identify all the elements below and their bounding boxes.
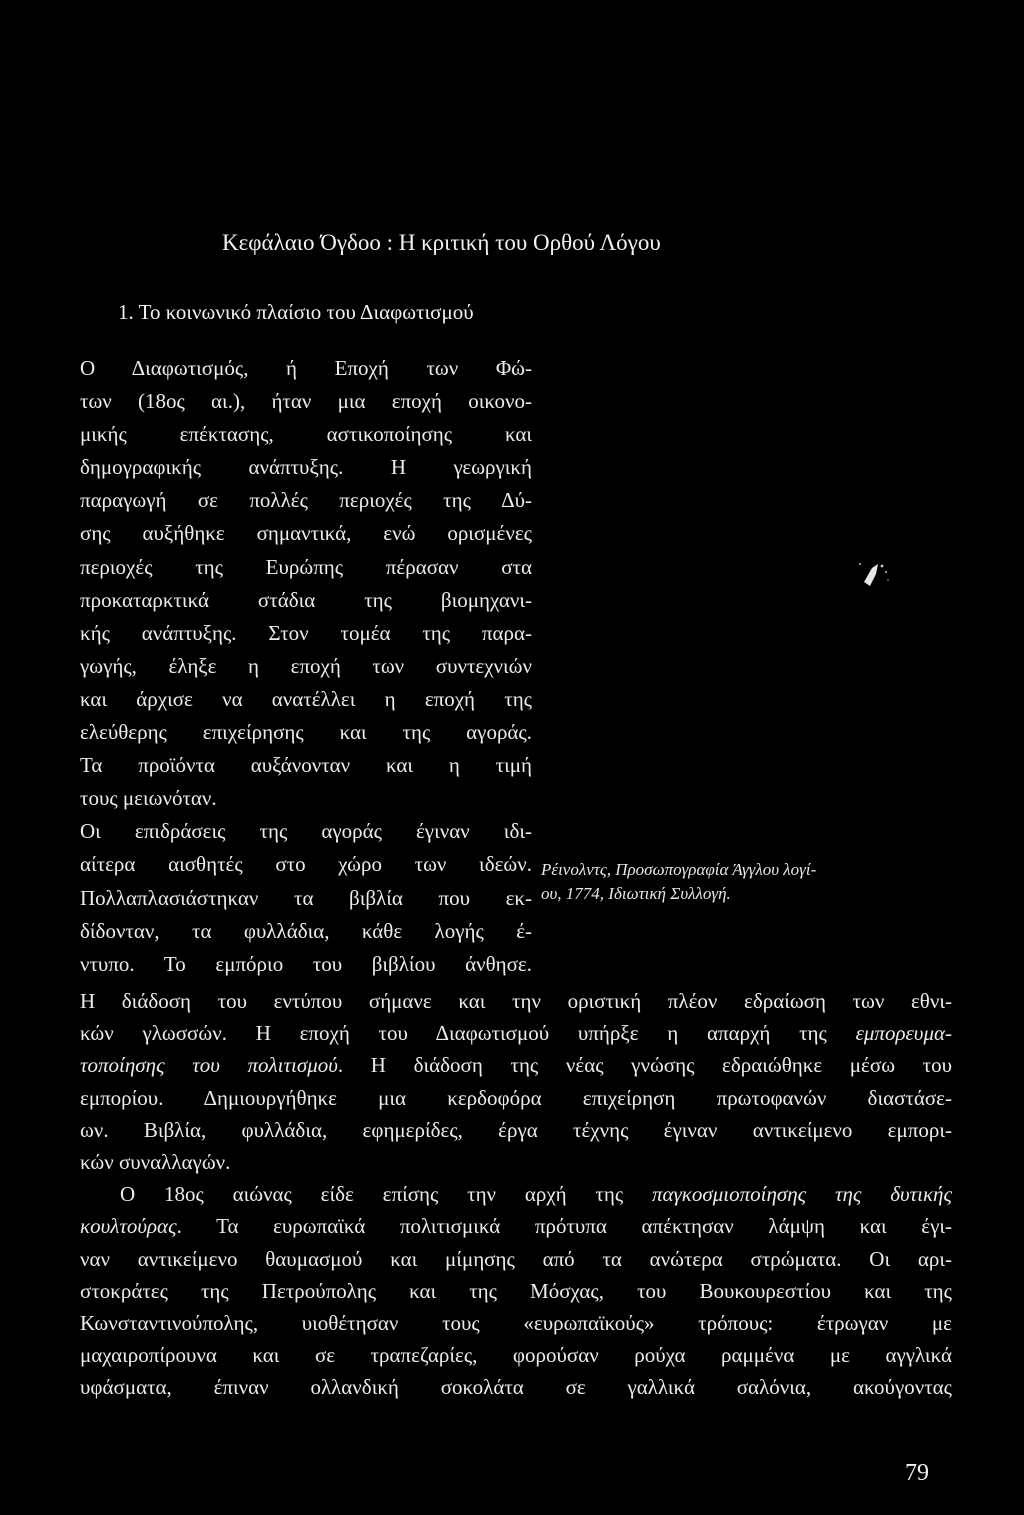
text-line: μαχαιροπίρουνα και σε τραπεζαρίες, φορούσαν ρούχα ραμμένα με αγγλικά	[80, 1343, 952, 1368]
text-line: δημογραφικής ανάπτυξης. Η γεωργική	[80, 455, 532, 480]
text-line: κής ανάπτυξης. Στον τομέα της παρα-	[80, 620, 532, 645]
text-line: Πολλαπλασιάστηκαν τα βιβλία που εκ-	[80, 885, 532, 910]
chapter-title: Κεφάλαιο Όγδοο : Η κριτική του Ορθού Λόγου	[222, 230, 661, 255]
emphasis: παγκοσμιοποίησης της δυτικής	[651, 1182, 952, 1207]
text-line: σης αυξήθηκε σημαντικά, ενώ ορισμένες	[80, 521, 532, 546]
text-line: εμπορίου. Δημιουργήθηκε μια κερδοφόρα επιχείρηση πρωτοφανών διαστάσε-	[80, 1085, 952, 1110]
wide-paragraphs	[80, 985, 952, 1403]
text-line: αίτερα αισθητές στο χώρο των ιδεών.	[80, 852, 532, 877]
text-line: τοποίησης του πολιτισμού. Η διάδοση της νέας γνώσης εδραιώθηκε μέσω του	[80, 1053, 952, 1078]
emphasis: κουλτούρας	[80, 1214, 177, 1239]
text-line: ων. Βιβλία, φυλλάδια, εφημερίδες, έργα τέχνης έγιναν αντικείμενο εμπορι-	[80, 1117, 952, 1142]
section-heading: 1. Το κοινωνικό πλαίσιο του Διαφωτισμού	[118, 300, 474, 324]
text-line: των (18ος αι.), ήταν μια εποχή οικονο-	[80, 389, 532, 414]
emphasis: τοποίησης του πολιτισμού	[80, 1053, 338, 1078]
text-line: παραγωγή σε πολλές περιοχές της Δύ-	[80, 488, 532, 513]
image-caption	[541, 858, 961, 906]
text-line: ελεύθερης επιχείρησης και της αγοράς.	[80, 720, 532, 745]
text-line: υφάσματα, έπιναν ολλανδική σοκολάτα σε γαλλικά σαλόνια, ακούγοντας	[80, 1375, 952, 1400]
text-line: ναν αντικείμενο θαυμασμού και μίμησης από τα ανώτερα στρώματα. Οι αρι-	[80, 1246, 952, 1271]
text-line: κών συναλλαγών.	[80, 1149, 231, 1174]
text-line: Ο Διαφωτισμός, ή Εποχή των Φώ-	[80, 356, 532, 380]
text-line: και άρχισε να ανατέλλει η εποχή της	[80, 686, 532, 711]
text-line: Τα προϊόντα αυξάνονταν και η τιμή	[80, 753, 532, 778]
text-line: Ο 18ος αιώνας είδε επίσης την αρχή της παγκοσμιοποίησης της δυτικής	[120, 1182, 952, 1207]
caption-line: Ρέινολντς, Προσωπογραφία Άγγλου λογί-	[541, 860, 817, 879]
narrow-column-paragraphs	[80, 352, 532, 981]
emphasis: εμπορευμα-	[855, 1021, 952, 1046]
text-line: δίδονταν, τα φυλλάδια, κάθε λογής έ-	[80, 918, 532, 943]
text-line: κουλτούρας. Τα ευρωπαϊκά πολιτισμικά πρότυπα απέκτησαν λάμψη και έγι-	[80, 1214, 952, 1239]
text-line: στοκράτες της Πετρούπολης και της Μόσχας, του Βουκουρεστίου και της	[80, 1278, 952, 1303]
text-line: Η διάδοση του εντύπου σήμανε και την οριστική πλέον εδραίωση των εθνι-	[80, 989, 952, 1013]
text-line: Οι επιδράσεις της αγοράς έγιναν ιδι-	[80, 819, 532, 844]
caption-line: ου, 1774, Ιδιωτική Συλλογή.	[541, 884, 731, 903]
text-line: γωγής, έληξε η εποχή των συντεχνιών	[80, 653, 532, 678]
scan-artifact-icon	[842, 554, 902, 594]
text-line: μικής επέκτασης, αστικοποίησης και	[80, 422, 532, 447]
text-line: ντυπο. Το εμπόριο του βιβλίου άνθησε.	[80, 951, 532, 976]
text-line: προκαταρκτικά στάδια της βιομηχανι-	[80, 587, 532, 612]
page-number: 79	[905, 1460, 929, 1486]
text-line: κών γλωσσών. Η εποχή του Διαφωτισμού υπήρξε η απαρχή της εμπορευμα-	[80, 1021, 952, 1046]
text-line: τους μειωνόταν.	[80, 786, 217, 811]
text-line: περιοχές της Ευρώπης πέρασαν στα	[80, 554, 532, 579]
text-line: Κωνσταντινούπολης, υιοθέτησαν τους «ευρωπαϊκούς» τρόπους: έτρωγαν με	[80, 1310, 952, 1335]
